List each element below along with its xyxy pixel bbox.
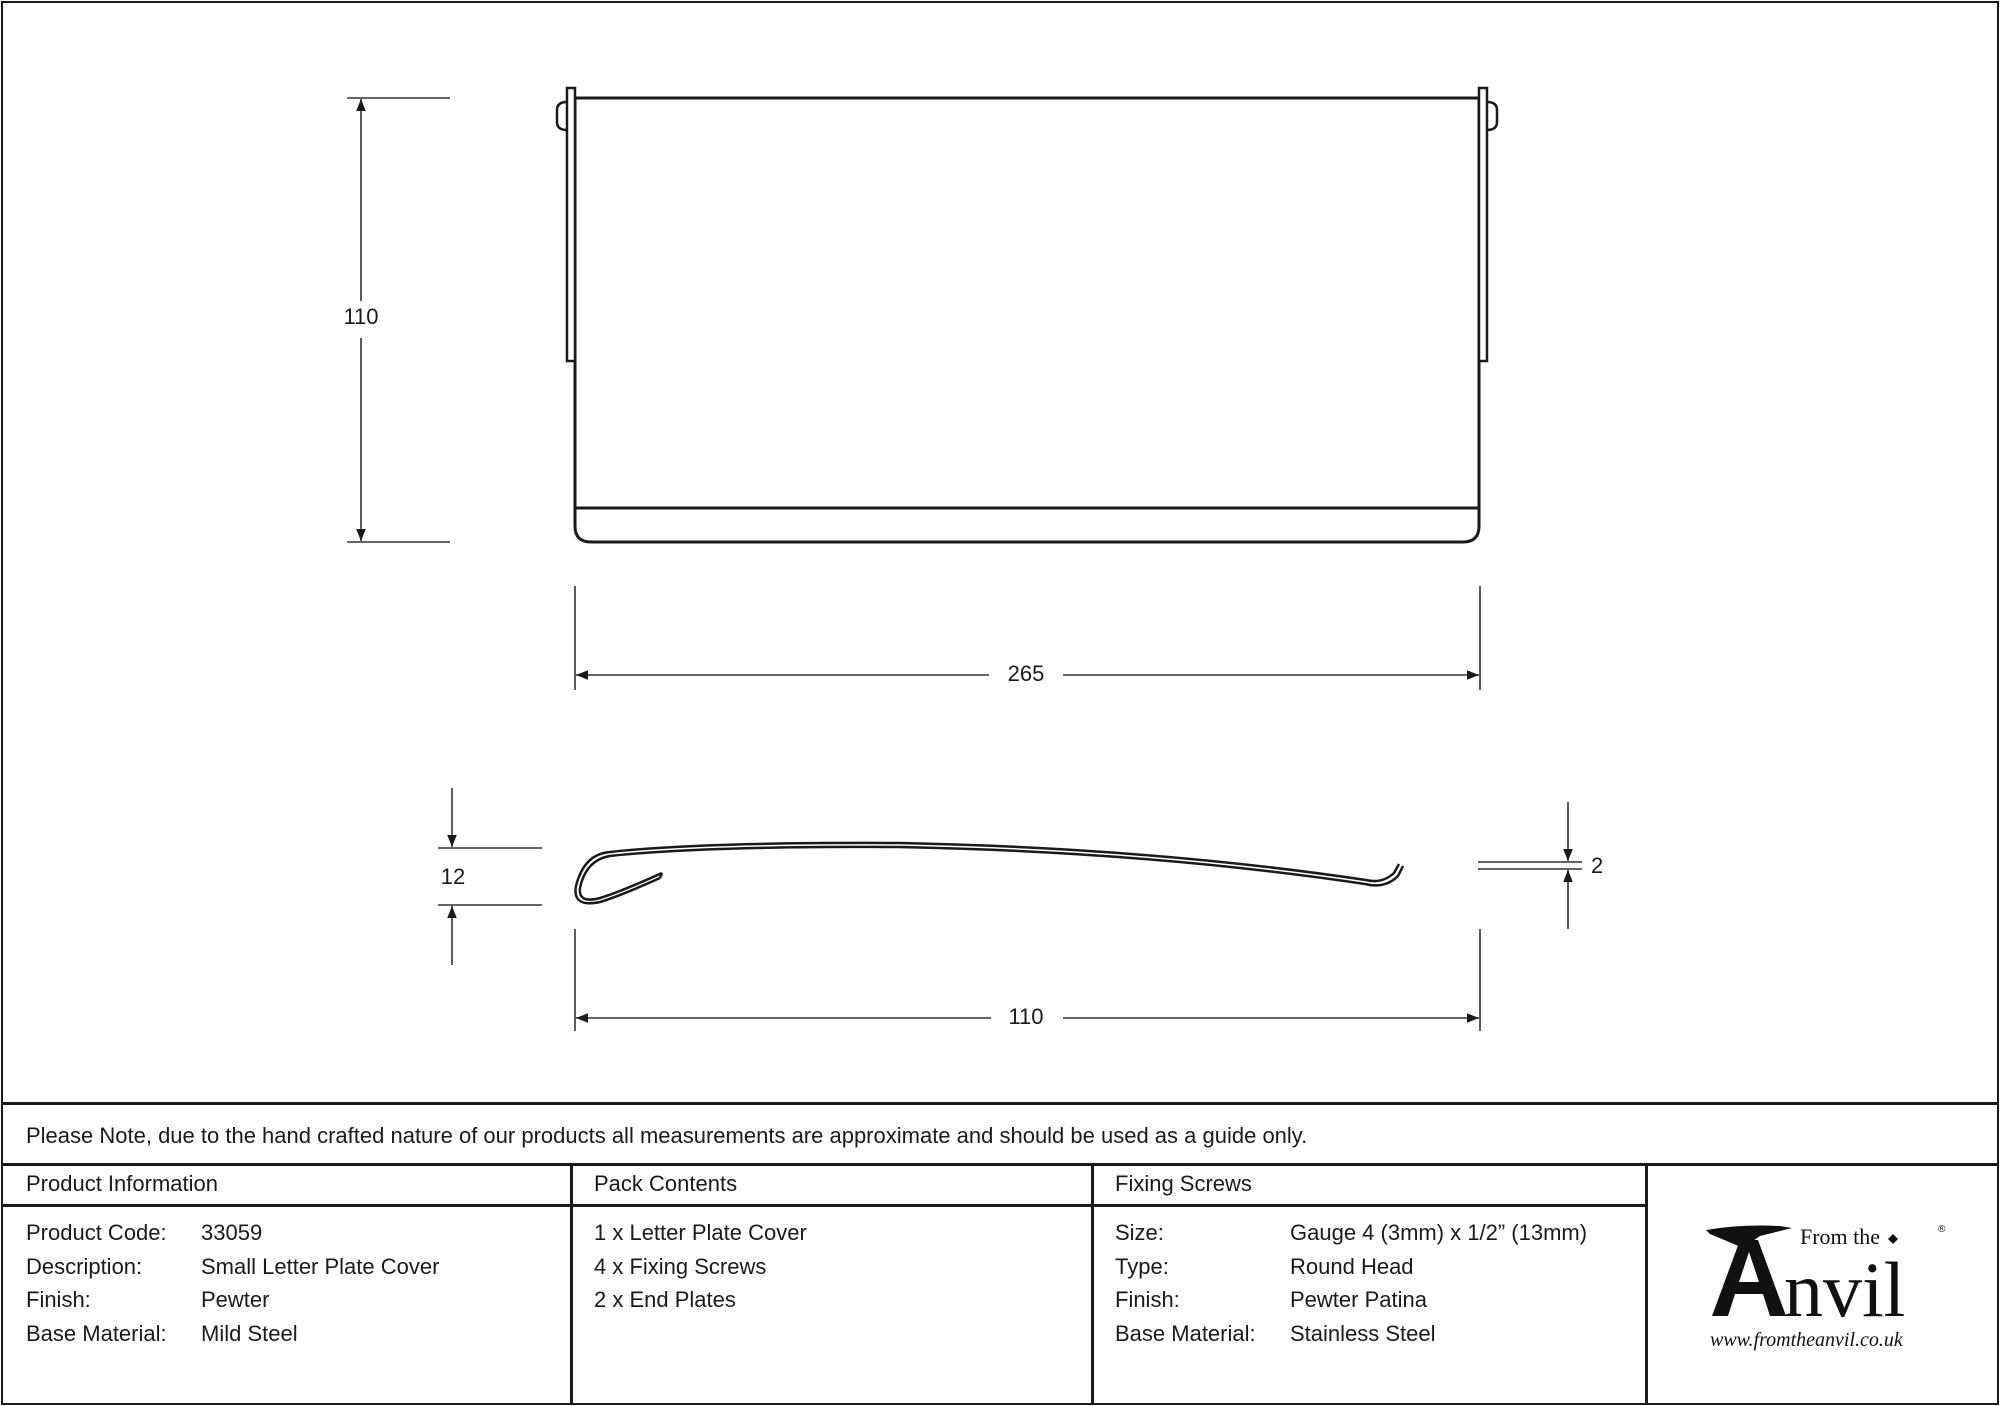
height-dimension-label: 110 — [343, 304, 379, 329]
disclaimer-note: Please Note, due to the hand crafted nature of our products all measurements are approximate and should be used as a guide only. — [26, 1123, 1308, 1148]
screw-material-label: Base Material: — [1115, 1320, 1256, 1346]
product-code-value: 33059 — [201, 1220, 263, 1245]
screw-size-label: Size: — [1115, 1220, 1164, 1245]
product-information-heading: Product Information — [26, 1171, 218, 1196]
finish-row — [26, 1287, 439, 1321]
fixing-screws-list — [1115, 1220, 1587, 1354]
table-top-border — [1, 1102, 1997, 1105]
fixing-screws-heading: Fixing Screws — [1115, 1171, 1252, 1196]
column-divider-2 — [1091, 1163, 1094, 1405]
screw-size-row — [1115, 1220, 1587, 1254]
screw-type-label: Type: — [1115, 1253, 1169, 1279]
product-information-list — [26, 1220, 439, 1354]
width-dimension-label: 265 — [1007, 661, 1045, 686]
screw-size-value: Gauge 4 (3mm) x 1/2” (13mm) — [1290, 1220, 1588, 1245]
header-divider — [1, 1204, 1645, 1207]
note-divider — [1, 1163, 1997, 1166]
pack-contents-list — [594, 1220, 807, 1321]
screw-finish-value: Pewter Patina — [1290, 1287, 1427, 1312]
front-view — [557, 88, 1497, 542]
column-divider-1 — [570, 1163, 573, 1405]
description-row — [26, 1254, 439, 1288]
description-label: Description: — [26, 1253, 143, 1279]
anvil-icon — [1706, 1226, 1792, 1317]
logo-url: www.fromtheanvil.co.uk — [1710, 1329, 1903, 1351]
logo-tagline: From the — [1800, 1224, 1881, 1249]
description-value: Small Letter Plate Cover — [201, 1253, 440, 1279]
finish-label: Finish: — [26, 1287, 91, 1312]
info-table — [3, 1103, 1997, 1403]
screw-material-row — [1115, 1321, 1587, 1355]
column-divider-3 — [1645, 1163, 1648, 1405]
pack-contents-heading: Pack Contents — [594, 1171, 738, 1196]
screw-type-value: Round Head — [1290, 1253, 1414, 1279]
logo-brand: nvil — [1784, 1246, 1906, 1333]
product-code-label: Product Code: — [26, 1220, 167, 1245]
screw-type-row — [1115, 1254, 1587, 1288]
depth-dimension-label: 110 — [1008, 1004, 1044, 1029]
registered-mark: ® — [1938, 1224, 1946, 1235]
pack-item: 1 x Letter Plate Cover — [594, 1220, 807, 1245]
screw-material-value: Stainless Steel — [1290, 1320, 1436, 1346]
side-profile — [576, 843, 1404, 903]
lip-dimension — [1478, 802, 1582, 929]
thickness-dimension-label: 12 — [440, 864, 466, 889]
base-material-row — [26, 1321, 439, 1355]
base-material-label: Base Material: — [26, 1320, 167, 1346]
screw-finish-row — [1115, 1287, 1587, 1321]
brand-logo — [1700, 1220, 1960, 1360]
base-material-value: Mild Steel — [201, 1320, 298, 1346]
diamond-icon — [1888, 1234, 1898, 1244]
pack-item: 4 x Fixing Screws — [594, 1253, 767, 1279]
product-code-row — [26, 1220, 439, 1254]
finish-value: Pewter — [201, 1287, 270, 1312]
lip-dimension-label: 2 — [1591, 853, 1604, 878]
screw-finish-label: Finish: — [1115, 1287, 1180, 1312]
pack-item: 2 x End Plates — [594, 1287, 736, 1312]
